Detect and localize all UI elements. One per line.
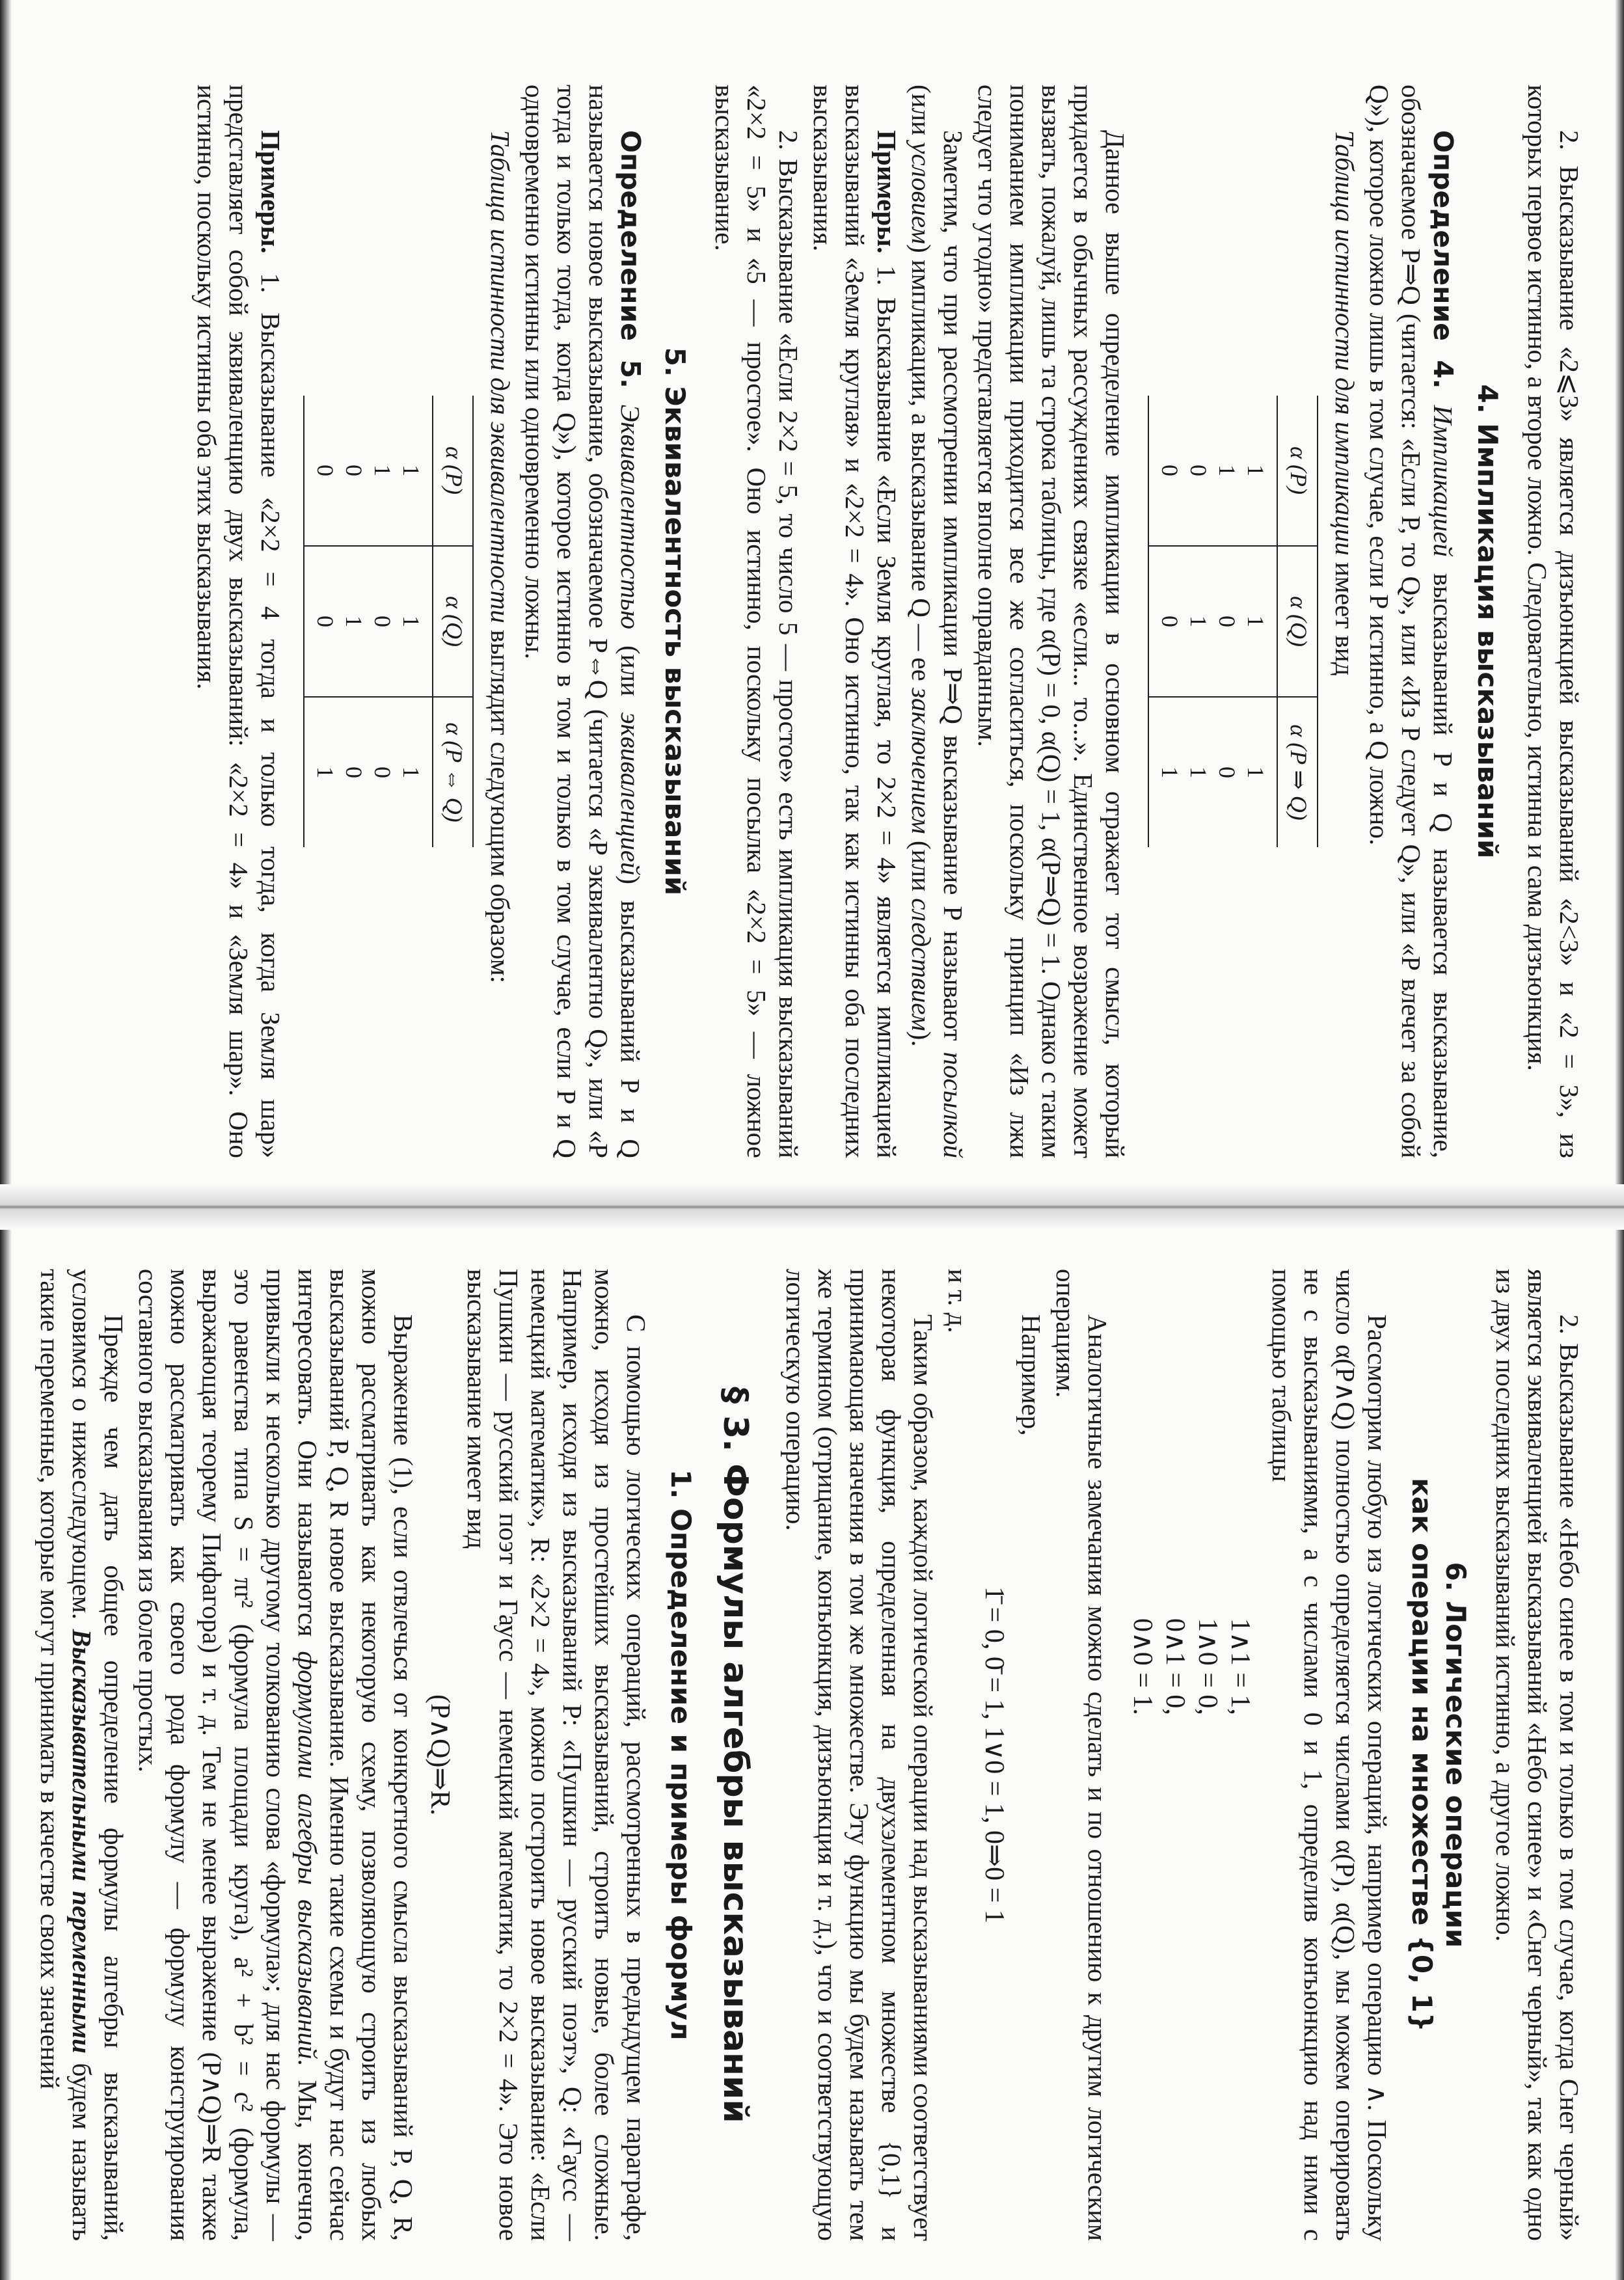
table-cell: 0 <box>1184 396 1213 546</box>
conjunction-line: 1∧1 = 1, <box>1225 1618 1255 1715</box>
example-formula: 1̄ = 0, 0̄ = 1, 1∨0 = 1, 0⇒0 = 1 <box>979 1586 1009 1923</box>
table-cell: 0 <box>368 546 397 697</box>
table4-caption-rest: имеет вид <box>1330 562 1360 676</box>
table5-caption <box>484 85 516 1158</box>
table5-caption-rest: выглядит следующим образом: <box>485 630 515 984</box>
table-header-row <box>1277 396 1318 847</box>
table-row <box>397 396 433 847</box>
expression-paragraph <box>132 1269 419 2241</box>
formula-1: (P∧Q)⇒R. <box>425 1694 455 1816</box>
note-start: Заметим, что при рассмотрении импликации P⇒Q высказывание P называют <box>938 130 968 1041</box>
table-cell: 0 <box>1148 396 1184 546</box>
definition5-label: Определение 5. <box>615 130 646 388</box>
formulas-paragraph: С помощью логических операций, рассмотренных в предыдущем параграфе, можно, исходя из простейших высказываний, строить новые, более сложные. Например, исходя из высказываний P: «Пушкин — русский поэт», Q: «Гаусс — немецкий математик», R: «2×2 = 4», можно построить новое высказывание: «Если Пушкин — русский поэт и Гаусс — немецкий математик, то 2×2 = 4». Это новое высказывание имеет вид <box>462 1269 651 2241</box>
table-cell: 0 <box>341 767 367 778</box>
table5-caption-italic: Таблица истинности для эквивалентности <box>485 130 515 623</box>
table-cell: 1 <box>304 697 340 847</box>
definition5-term: Эквивалентностью <box>616 404 645 630</box>
examples5-text: 1. Высказывание «2×2 = 4 тогда и только тогда, когда Земля шар» представляет собой эквиваленцию двух высказываний: «2×2 = 4» и «Земля шар». Оно истинно, поскольку истинны оба этих высказывания. <box>192 85 286 1158</box>
example2-paragraph: 2. Высказывание «Если 2×2 = 5, то число 5 — простое» есть импликация высказываний «2×2 = 5» и «5 — простое». Оно истинно, поскольку посылка «2×2 = 5» — ложное высказывание. <box>710 85 804 1158</box>
table-header: α (P ⇒ Q) <box>1277 697 1318 847</box>
table-row <box>1213 396 1241 847</box>
before-paragraph <box>34 1269 129 2241</box>
section6-paragraph: Рассмотрим любую из логических операций, например операцию ∧. Поскольку число α(P∧Q) полностью определяется числами α(P), α(Q), мы можем оперировать не с высказываниями, а с числами 0 и 1, определив конъюнкцию над ними с помощью таблицы <box>1267 1269 1392 2241</box>
definition5-text: ) высказываний P и Q называется новое высказывание, обозначаемое P⇔Q (читается «P эквивалентно Q», или «P тогда и только тогда, когда Q»), которое истинно в том и только в том случае, если P и Q одновременно истинны или одновременно ложны. <box>520 85 645 1159</box>
section6-heading-line2: как операции на множестве {0, 1} <box>1406 1478 1438 2032</box>
note-term-consequence: следствием <box>906 898 936 1031</box>
table-cell: 1 <box>1185 767 1211 778</box>
conjunction-line: 0∧0 = 1. <box>1128 1618 1157 1715</box>
table-cell: 1 <box>1241 396 1277 546</box>
before-term: Высказывательными переменными <box>67 1629 97 2054</box>
for-example: Например, <box>1016 1314 1046 1436</box>
table4-caption-italic: Таблица истинности для импликации <box>1330 130 1360 556</box>
definition5 <box>519 85 646 1158</box>
equivalence-truth-table <box>303 396 474 847</box>
subsection-heading: 1. Определение и примеры формул <box>665 1469 697 2041</box>
table-row <box>340 396 368 847</box>
table-header: α (P) <box>1277 396 1318 546</box>
table-cell: 1 <box>397 396 433 546</box>
table-cell: 0 <box>1214 767 1240 778</box>
table-cell: 0 <box>1213 546 1241 697</box>
right-page <box>0 1210 1624 2280</box>
table-row <box>304 396 340 847</box>
table-cell: 1 <box>1213 396 1241 546</box>
table-cell: 0 <box>304 396 340 546</box>
conjunction-line: 1∧0 = 0, <box>1193 1618 1223 1715</box>
table-row <box>1148 396 1184 847</box>
thus-paragraph: Таким образом, каждой логической операции над высказываниями соответствует некоторая функция, определенная на двухэлементном множестве {0,1} и принимающая значения в том же множестве. Эту функцию мы будем называть тем же термином (отрицание, конъюнкция, дизъюнкция и т. д.), что и соответствующую логическую операцию. <box>781 1269 938 2241</box>
formulas-term: формулами алгебры высказываний <box>293 1651 323 2059</box>
conjunction-line: 0∧1 = 0, <box>1160 1618 1190 1715</box>
table4-caption <box>1329 85 1360 1158</box>
example1-paragraph <box>807 85 902 1158</box>
analog-paragraph: Аналогичные замечания можно сделать и по отношению к другим логическим операциям. <box>1051 1269 1113 2241</box>
expression-end: . Мы, конечно, привыкли к несколько другому толкованию слова «формула»; для нас формулы — это равенства типа S = πr² (формула площади круга), a² + b² = c² (формула, выражающая теорему Пифагора) и т. д. Тем не менее выражение (P∧Q)⇒R также можно рассматривать как своего рода формулу — формулу конструирования составного высказывания из более простых. <box>133 1269 323 2241</box>
conjunction-table <box>1126 1618 1256 1892</box>
table-header: α (Q) <box>433 546 473 697</box>
table-row <box>1184 396 1213 847</box>
table-header: α (P ⇔ Q) <box>433 697 473 847</box>
definition5-term2: эквиваленцией <box>616 712 645 876</box>
section6-heading <box>1405 1269 1472 2241</box>
section5-heading: 5. Эквивалентность высказываний <box>659 347 691 896</box>
implication-truth-table <box>1148 396 1318 847</box>
section6-heading-line1: 6. Логические операции <box>1440 1562 1472 1948</box>
etc: и т. д. <box>943 1269 973 1333</box>
examples-label: Примеры. <box>872 130 902 254</box>
note-term-premise: посылкой <box>938 1052 968 1158</box>
table-header: α (P) <box>433 396 473 546</box>
table-cell: 1 <box>1243 767 1269 778</box>
examples5-label: Примеры. <box>256 130 286 254</box>
definition4-term: Импликацией <box>1428 405 1458 557</box>
table-cell: 1 <box>1241 546 1277 697</box>
table-cell: 0 <box>370 767 396 778</box>
examples5-paragraph <box>191 85 286 1158</box>
table-header-row <box>433 396 473 847</box>
table-cell: 0 <box>304 546 340 697</box>
note-mid: (или <box>906 85 936 135</box>
chapter-heading: § 3. Формулы алгебры высказываний <box>716 1387 755 2123</box>
note-term-conclusion: заключением <box>906 688 936 834</box>
note-mid: ) импликации, а высказывание Q — ее <box>906 244 936 681</box>
table-header: α (Q) <box>1277 546 1318 697</box>
table-cell: 1 <box>368 396 397 546</box>
definition4-label: Определение 4. <box>1428 130 1459 389</box>
table-cell: 0 <box>340 396 368 546</box>
intro-paragraph: 2. Высказывание «2⩽3» является дизъюнкцией высказываний «2<3» и «2 = 3», из которых первое истинно, а второе ложно. Следовательно, истинна и сама дизъюнкция. <box>1522 85 1584 1158</box>
note-mid: (или <box>906 840 936 891</box>
example1-text: 1. Высказывание «Если Земля круглая, то 2×2 = 4» является импликацией высказываний «Земля круглая» и «2×2 = 4». Оно истинно, так как истинны оба последних высказывания. <box>808 85 902 1158</box>
before-start: Прежде чем дать общее определение формулы алгебры высказываний, условимся о нижеследующем. <box>67 1269 129 2241</box>
definition5-paren: (или <box>616 645 645 696</box>
note-end: ). <box>906 1031 936 1047</box>
table-cell: 0 <box>1148 546 1184 697</box>
table-cell: 1 <box>398 767 424 778</box>
table-cell: 1 <box>340 546 368 697</box>
table-cell: 1 <box>1148 697 1184 847</box>
note-paragraph <box>905 85 969 1158</box>
note-term-condition: условием <box>906 142 936 245</box>
definition4 <box>1363 85 1459 1158</box>
expression-start: Выражение (1), если отвлечься от конкретного смысла высказываний P, Q, R, можно рассматривать как некоторую схему, позволяющую строить из любых высказываний P, Q, R новое высказывание. Именно такие схемы и будут нас сейчас интересовать. Они называются <box>293 1269 418 2241</box>
section4-heading: 4. Импликация высказываний <box>1472 384 1504 859</box>
table-row <box>368 396 397 847</box>
example-paragraph: 2. Высказывание «Небо синее в том и только в том случае, когда Снег черный» является эквиваленцией высказываний «Небо синее» и «Снег черный», так как одно из двух последних высказываний истинно, а другое ложно. <box>1491 1269 1584 2241</box>
before-end: будем называть такие переменные, которые могут принимать в качестве своих значений <box>35 1269 97 2241</box>
definition4-text: высказываний P и Q называется высказывание, обозначаемое P⇒Q (читается: «Если P, то Q», или «Из P следует Q», или «P влечет за собой Q»), которое ложно лишь в том случае, если P истинно, а Q ложно. <box>1364 85 1458 1158</box>
table-cell: 1 <box>1184 546 1213 697</box>
table-cell: 1 <box>397 546 433 697</box>
table-row <box>1241 396 1277 847</box>
meaning-paragraph: Данное выше определение импликации в основном отражает тот смысл, который придается в обычных рассуждениях связке «если... то...». Единственное возражение может вызвать, пожалуй, лишь та строка таблицы, где α(P) = 0, α(Q) = 1, α(P⇒Q) = 1. Однако с таким пониманием импликации приходится все же согласиться, поскольку принцип «Из лжи следует что угодно» представляется вполне оправданным. <box>973 85 1130 1158</box>
